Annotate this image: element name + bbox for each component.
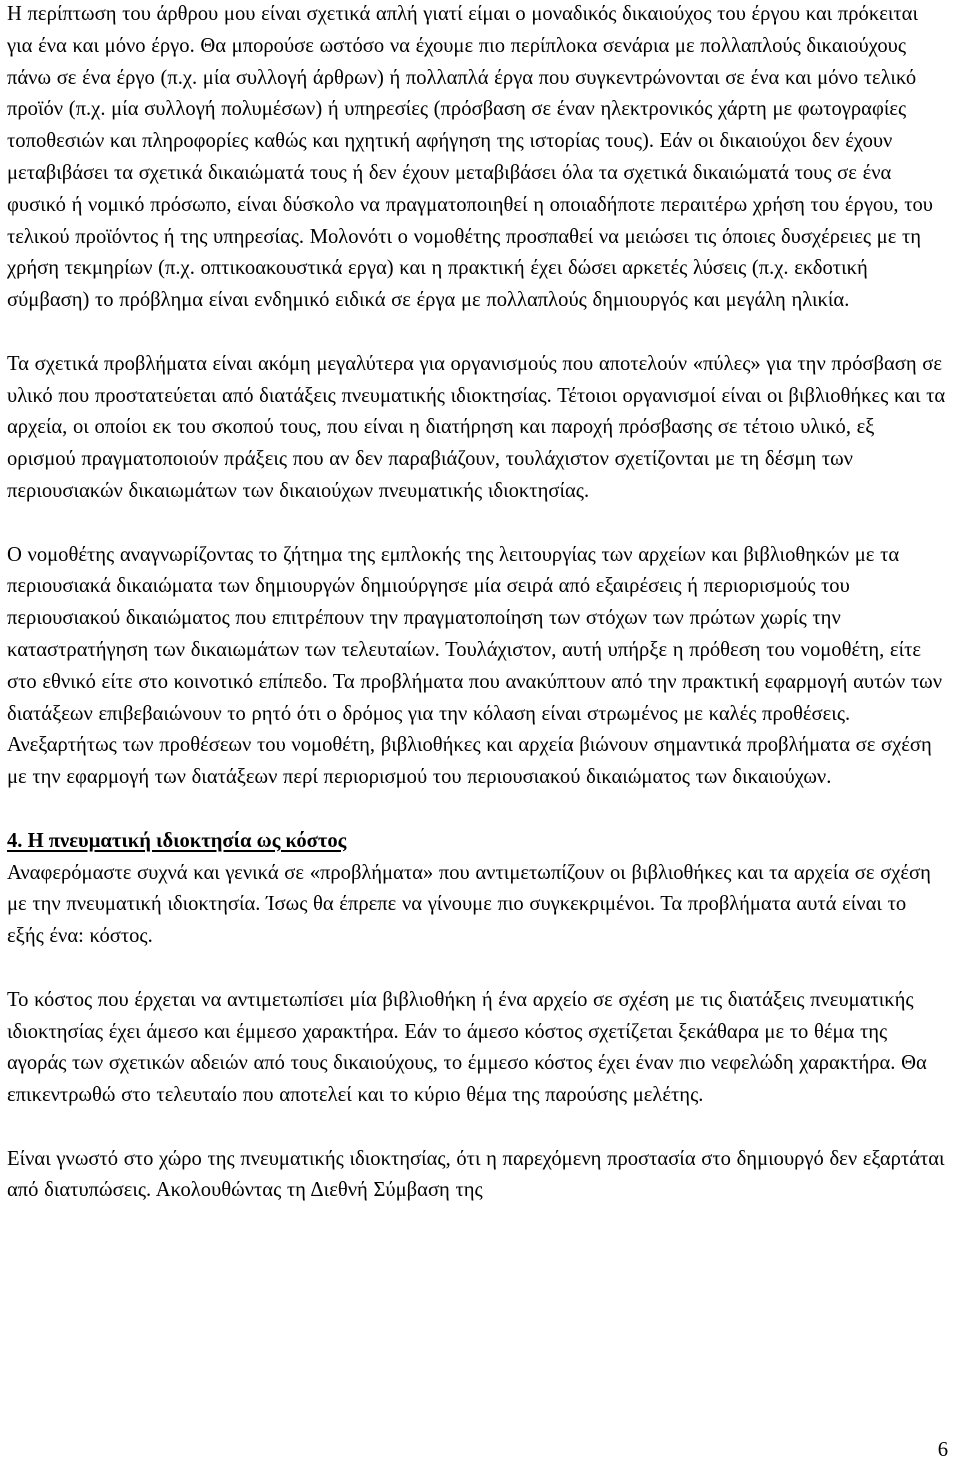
paragraph-2: Τα σχετικά προβλήματα είναι ακόμη μεγαλύτερα για οργανισμούς που αποτελούν «πύλες» για την πρόσβαση σε υλικό που προστατεύεται από διατάξεις πνευματικής ιδιοκτησίας. Τέτοιοι οργανισμοί είναι οι βιβλιοθήκες και τα αρχεία, οι οποίοι εκ του σκοπού τους, που είναι η διατήρηση και παροχή πρόσβασης σε τέτοιο υλικό, εξ ορισμού πραγματοποιούν πράξεις που αν δεν παραβιάζουν, τουλάχιστον σχετίζονται με τη δέσμη των περιουσιακών δικαιωμάτων των δικαιούχων πνευματικής ιδιοκτησίας.: [7, 352, 946, 502]
paragraph-1: Η περίπτωση του άρθρου μου είναι σχετικά απλή γιατί είμαι ο μοναδικός δικαιούχος του έργου και πρόκειται για ένα και μόνο έργο. Θα μπορούσε ωστόσο να έχουμε πιο περίπλοκα σενάρια με πολλαπλούς δικαιούχους πάνω σε ένα έργο (π.χ. μία συλλογή άρθρων) ή πολλαπλά έργα που συγκεντρώνονται σε ένα και μόνο τελικό προϊόν (π.χ. μία συλλογή πολυμέσων) ή υπηρεσίες (πρόσβαση σε έναν ηλεκτρονικός χάρτη με φωτογραφίες τοποθεσιών και πληροφορίες καθώς και ηχητική αφήγηση της ιστορίας τους). Εάν οι δικαιούχοι δεν έχουν μεταβιβάσει τα σχετικά δικαιώματά τους ή δεν έχουν μεταβιβάσει όλα τα σχετικά δικαιώματά τους σε ένα φυσικό ή νομικό πρόσωπο, είναι δύσκολο να πραγματοποιηθεί η οποιαδήποτε περαιτέρω χρήση του έργου, του τελικού προϊόντος ή της υπηρεσίας. Μολονότι ο νομοθέτης προσπαθεί να μειώσει τις όποιες δυσχέρειες με τη χρήση τεκμηρίων (π.χ. οπτικοακουστικά εργα) και η πρακτική έχει δώσει αρκετές λύσεις (π.χ. εκδοτική σύμβαση) το πρόβλημα είναι ενδημικό ειδικά σε έργα με πολλαπλούς δημιουργός και μεγάλη ηλικία.: [7, 3, 933, 312]
document-body: [7, 0, 947, 1207]
page-number: 6: [937, 1439, 948, 1461]
section-paragraph-3: Είναι γνωστό στο χώρο της πνευματικής ιδιοκτησίας, ότι η παρεχόμενη προστασία στο δημιουργό δεν εξαρτάται από διατυπώσεις. Ακολουθώντας τη Διεθνή Σύμβαση της: [7, 1147, 945, 1202]
section-heading: 4. Η πνευματική ιδιοκτησία ως κόστος: [7, 829, 347, 852]
section-paragraph-2: Το κόστος που έρχεται να αντιμετωπίσει μία βιβλιοθήκη ή ένα αρχείο σε σχέση με τις διατάξεις πνευματικής ιδιοκτησίας έχει άμεσο και έμμεσο χαρακτήρα. Εάν το άμεσο κόστος σχετίζεται ξεκάθαρα με το θέμα της αγοράς των σχετικών αδειών από τους δικαιούχους, το έμμεσο κόστος έχει έναν πιο νεφελώδη χαρακτήρα. Θα επικεντρωθώ στο τελευταίο που αποτελεί και το κύριο θέμα της παρούσης μελέτης.: [7, 988, 927, 1107]
section-paragraph-1: Αναφερόμαστε συχνά και γενικά σε «προβλήματα» που αντιμετωπίζουν οι βιβλιοθήκες και τα αρχεία σε σχέση με την πνευματική ιδιοκτησία. Ίσως θα έπρεπε να γίνουμε πιο συγκεκριμένοι. Τα προβλήματα αυτά είναι το εξής ένα: κόστος.: [7, 861, 931, 948]
paragraph-3: Ο νομοθέτης αναγνωρίζοντας το ζήτημα της εμπλοκής της λειτουργίας των αρχείων και βιβλιοθηκών με τα περιουσιακά δικαιώματα των δημιουργών δημιούργησε μία σειρά από εξαιρέσεις ή περιορισμούς του περιουσιακού δικαιώματος που επιτρέπουν την πραγματοποίηση των στόχων των πρώτων χωρίς την καταστρατήγηση των δικαιωμάτων των τελευταίων. Τουλάχιστον, αυτή υπήρξε η πρόθεση του νομοθέτη, είτε στο εθνικό είτε στο κοινοτικό επίπεδο. Τα προβλήματα που ανακύπτουν από την πρακτική εφαρμογή αυτών των διατάξεων επιβεβαιώνουν το ρητό ότι ο δρόμος για την κόλαση είναι στρωμένος με καλές προθέσεις. Ανεξαρτήτως των προθέσεων του νομοθέτη, βιβλιοθήκες και αρχεία βιώνουν σημαντικά προβλήματα σε σχέση με την εφαρμογή των διατάξεων περί περιορισμού του περιουσιακού δικαιώματος των δικαιούχων.: [7, 543, 943, 789]
